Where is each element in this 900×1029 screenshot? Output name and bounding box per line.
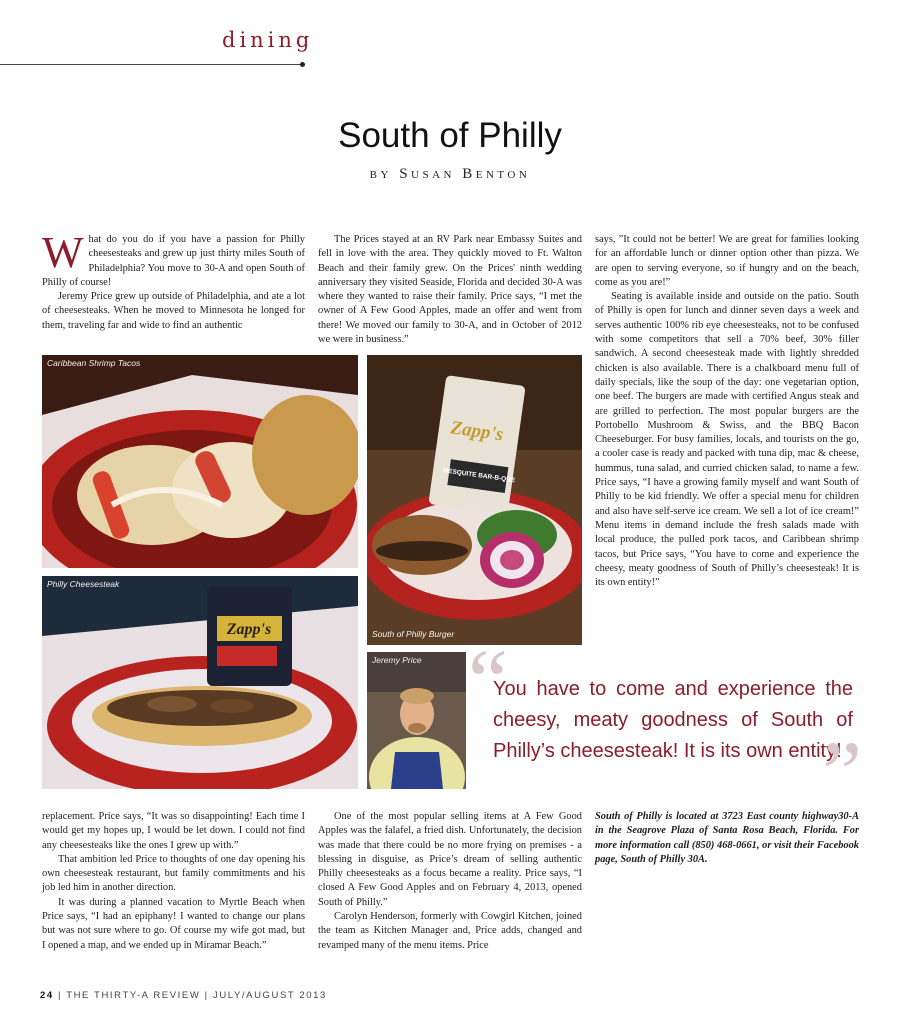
zapps-bag-label: Zapp's [449, 417, 505, 446]
page-footer [40, 990, 327, 1001]
column-2-top [318, 233, 582, 347]
restaurant-info: South of Philly is located at 3723 East county highway30-A in the Seagrove Plaza of Santa Rosa Beach, Florida. For more information call (850) 468-0661, or visit their Facebook page, South of Philly 30A. [595, 811, 859, 865]
photo-philly-cheesesteak [42, 576, 358, 789]
pullquote-open-mark: “ [468, 632, 508, 731]
paragraph: Jeremy Price grew up outside of Philadelphia, and ate a lot of cheesesteaks. When he moved to Minnesota he longed for them, traveling far and wide to find an authentic [42, 291, 305, 331]
article-title: South of Philly [338, 116, 562, 155]
paragraph: Carolyn Henderson, formerly with Cowgirl Kitchen, joined the team as Kitchen Manager and, Price adds, changed and revamped many of the menu items. Price [318, 911, 582, 951]
photo-shrimp-tacos [42, 355, 358, 568]
photo-burger [367, 355, 582, 645]
publication-name: THE THIRTY-A REVIEW [66, 990, 201, 1001]
paragraph: The Prices stayed at an RV Park near Embassy Suites and fell in love with the area. They quickly moved to Ft. Walton Beach and their family grew. On the Prices' ninth wedding anniversary they visited Seaside, Florida and decided 30-A was where they wanted to raise their family. Price says, “I met the owner of A Few Good Apples, made an offer and went from there! We moved our family to 30-A, and in October of 2012 we were in business.” [318, 234, 582, 346]
caption-tacos: Caribbean Shrimp Tacos [47, 358, 141, 368]
paragraph-text: hat do you do if you have a passion for Philly cheesesteaks and grew up just thirty miles South of Philadelphia? You move to 30-A and open South of Philly of course! [42, 234, 305, 288]
paragraph: Seating is available inside and outside on the patio. South of Philly is open for lunch and dinner seven days a week and serves authentic 100% rib eye cheesesteaks, not to be confused with some competitors that sell a 70% beef, 30% filler sandwich. A second cheesesteak made with lightly shredded chicken is also available. There is a chalkboard menu full of daily specials, like the soup of the day: one vegetarian option, one beef. The burgers are made with certified Angus steak and are grilled to perfection. The most popular burgers are the Portobello Mushroom & Swiss, and the BBQ Bacon Cheeseburger. For busy families, locals, and tourists on the go, a cooler case is ready and packed with tuna dip, mac & cheese, hummus, tuna salad, and curried chicken salad, to name a few. Price says, “I have a growing family myself and want South of Philly to be kid friendly. We offer a special menu for children and also have self-serve ice cream. We sell a lot of ice cream!” Menu items in demand include the fresh salads made with local produce, the pulled pork tacos, and Caribbean shrimp tacos, but Price says, “You have to come and experience the cheesy, meaty goodness of South of Philly’s cheesesteak! It is its own entity!” [595, 291, 859, 589]
issue-date: JULY/AUGUST 2013 [212, 990, 327, 1001]
article-byline: by Susan Benton [369, 166, 531, 182]
column-1-top [42, 228, 305, 333]
zapps-flavor-label: MESQUITE BAR-B-QUE [442, 467, 516, 485]
caption-cheesesteak: Philly Cheesesteak [47, 579, 120, 589]
paragraph: says, ”It could not be better! We are great for families looking for an affordable lunch or dinner option other than pizza. We are open to serving everyone, so if hungry and on the beach, come as you are!” [595, 234, 859, 288]
paragraph: replacement. Price says, “It was so disappointing! Each time I would get my hopes up, I would be let down. I could not find any cheesesteaks like the ones I grew up with.” [42, 811, 305, 851]
column-2-bottom [318, 810, 582, 953]
paragraph: That ambition led Price to thoughts of one day opening his own cheesesteak restaurant, but family commitments and his job led him in another direction. [42, 853, 305, 894]
section-label: dining [222, 28, 314, 52]
footer-separator: | [58, 990, 63, 1001]
section-rule [0, 64, 302, 65]
zapps-bag-label: Zapp's [226, 621, 272, 638]
footer-separator: | [204, 990, 209, 1001]
burger-illustration [367, 355, 582, 645]
caption-burger: South of Philly Burger [372, 629, 455, 639]
caption-portrait: Jeremy Price [372, 655, 422, 665]
pullquote-text: You have to come and experience the cheesy, meaty goodness of South of Philly’s cheesesteak! It is its own entity! [493, 678, 853, 762]
cheesesteak-illustration [42, 576, 358, 789]
section-rule-dot [300, 62, 305, 67]
pullquote-close-mark: ” [822, 724, 862, 823]
portrait-illustration [367, 652, 466, 789]
column-3 [595, 233, 859, 590]
paragraph: One of the most popular selling items at A Few Good Apples was the falafel, a fried dish. Unfortunately, the decision was made that there could be no more frying on premises - a blessing in disguise, as Price’s dream of selling authentic Philly cheesesteaks as a focus became a reality. Price says, “I closed A Few Good Apples and on February 4, 2013, opened South of Philly.” [318, 811, 582, 908]
paragraph: It was during a planned vacation to Myrtle Beach when Price says, “I had an epiphany! I wanted to change our plans but was not sure where to go. Of course my wife got mad, but I opened a map, and we ended up in Miramar Beach.” [42, 896, 305, 951]
tacos-illustration [42, 355, 358, 568]
page-number: 24 [40, 990, 54, 1001]
paragraph-intro [42, 228, 305, 290]
photo-jeremy-price [367, 652, 466, 789]
column-1-bottom [42, 810, 305, 953]
drop-cap: W [42, 228, 84, 277]
